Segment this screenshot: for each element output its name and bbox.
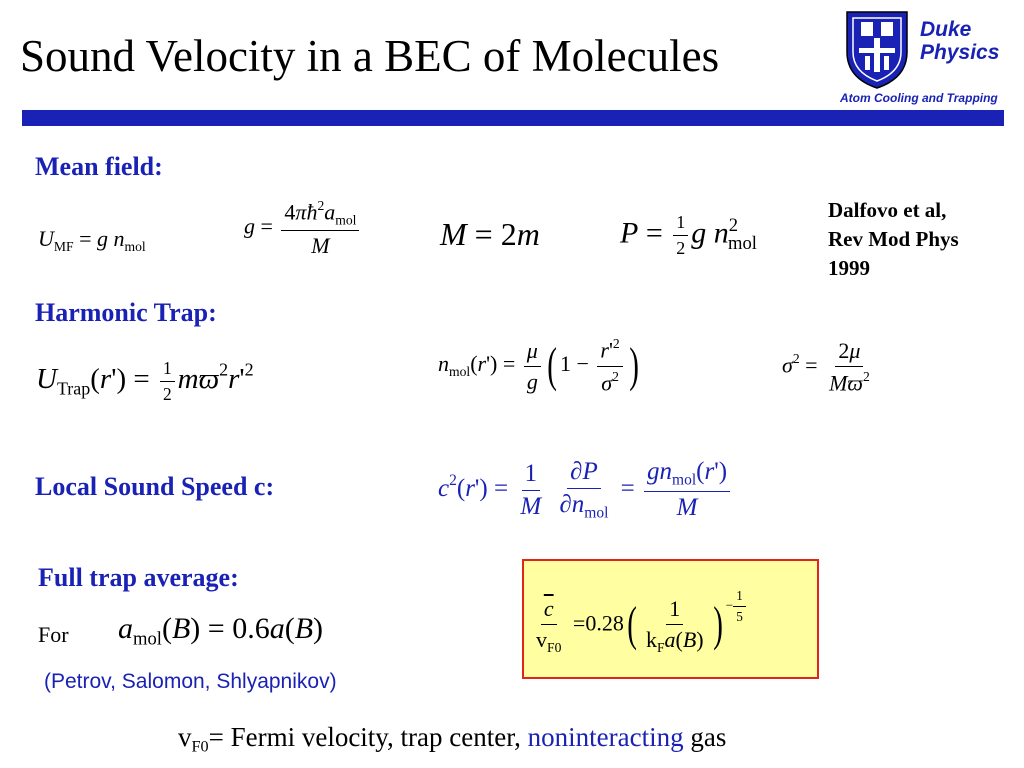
reference-line2: Rev Mod Phys	[828, 227, 959, 251]
footer-definition	[178, 722, 726, 757]
heading-harmonic-trap: Harmonic Trap:	[35, 298, 217, 327]
footer-text2: gas	[683, 722, 727, 752]
reference-line1: Dalfovo et al,	[828, 198, 947, 222]
equation-sigma: $\sigma^2$ = $\frac{2\mu}{Mϖ^2}$	[782, 338, 870, 396]
equation-nmol: $n_{mol}(r')$ = $\frac{\mu}{g}$ ( 1 − $\frac{r'^2}{\sigma^2}$ )	[438, 336, 639, 396]
slide-title: Sound Velocity in a BEC of Molecules	[20, 31, 720, 81]
equation-mass: M = 2m	[440, 216, 540, 252]
equation-utrap: $U_{Trap}(r')$ = $\frac{1}{2}$ $mϖ^2r'^2$	[36, 358, 254, 404]
footer-v-sub: F0	[191, 737, 209, 756]
heading-local-sound-speed: Local Sound Speed c:	[35, 472, 275, 501]
logo-subtitle: Atom Cooling and Trapping	[840, 91, 998, 105]
equation-amol: $a_{mol}(B) = 0.6a(B)$	[118, 612, 324, 650]
heading-full-trap-average: Full trap average:	[38, 563, 239, 592]
title-divider	[22, 110, 1004, 126]
duke-shield-icon	[841, 8, 913, 92]
equation-g: g = $\frac{4\pi ħ^2a_{mol}}{M}$	[244, 198, 362, 259]
equation-pressure: P = $\frac{1}{2}$ g $n^2_{mol}$	[620, 212, 757, 258]
coefficient-value: 0.28	[585, 610, 624, 636]
footer-text1: = Fermi velocity, trap center,	[208, 722, 528, 752]
equation-sound-speed: $c^2(r')$ = $\frac{1}{M}$ $\frac{\partial P}{\partial n_{mol}}$ = $\frac{gn_{mol}(r')}{M}$	[438, 458, 733, 522]
for-label: For	[38, 622, 69, 647]
reference-citation	[828, 196, 959, 283]
heading-mean-field: Mean field:	[35, 152, 163, 181]
footer-v: v	[178, 722, 192, 752]
logo-text	[920, 18, 999, 64]
logo-line2: Physics	[920, 41, 1000, 64]
reference-line3: 1999	[828, 256, 870, 280]
equation-umf: $U_{MF} = g$ $n_{mol}$	[38, 226, 146, 254]
equation-average-speed: $\frac{\overline{c}}{v_{F0}}$ =0.28( $\frac{1}{k_Fa(B)}$ ) − $\frac{1}{5}$	[530, 588, 746, 655]
mass-factor: 2	[500, 216, 517, 252]
citation-note: (Petrov, Salomon, Shlyapnikov)	[44, 670, 337, 693]
logo-line1: Duke	[920, 18, 972, 41]
a-ratio-value: 0.6	[232, 612, 270, 645]
footer-highlight: noninteracting	[527, 722, 684, 752]
